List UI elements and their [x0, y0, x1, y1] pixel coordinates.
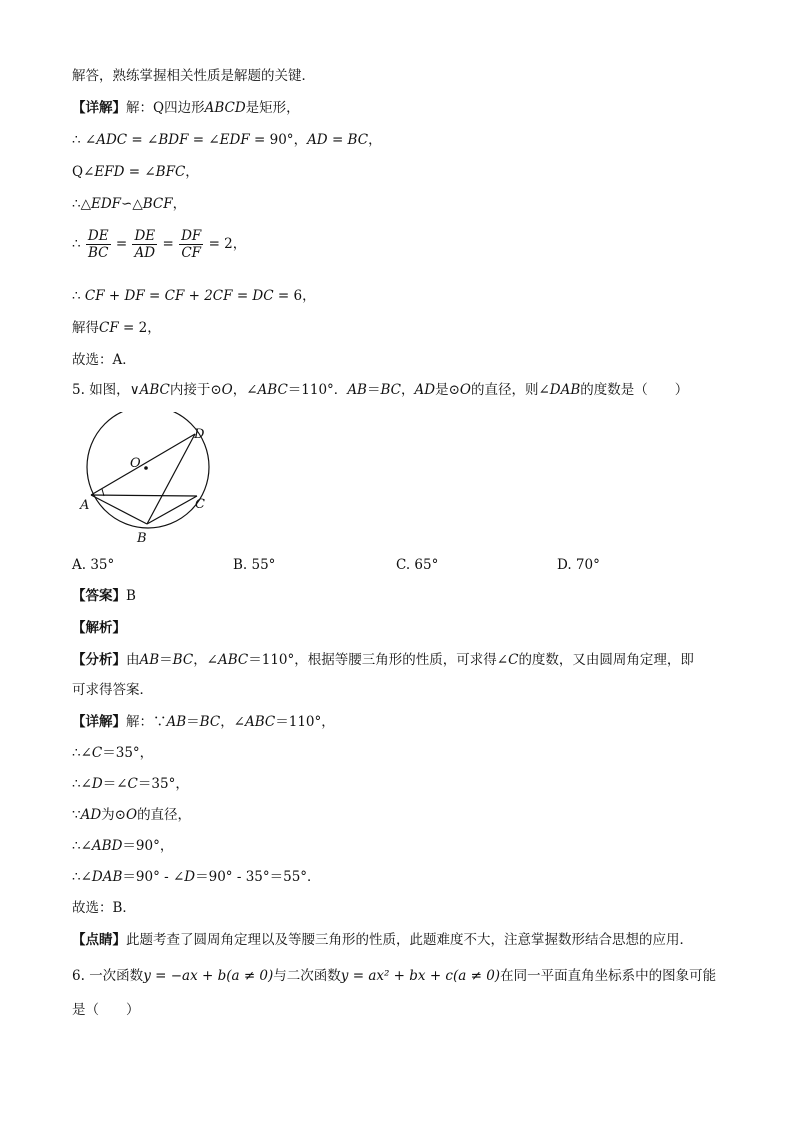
q5-choose-line: 故选：B． [72, 900, 136, 916]
center-point-o [144, 466, 148, 470]
chord-ac [91, 495, 197, 496]
p4-since-line: Q∠EFD = ∠BFC， [72, 164, 199, 180]
p4-solve-line: 解得CF = 2， [72, 320, 161, 336]
fraction-df-cf: $\frac{DF}{CF}$ [181, 228, 202, 261]
option-d[interactable]: D. 70° [557, 557, 600, 573]
option-a[interactable]: A. 35° [72, 557, 115, 573]
p4-angles-line: ∴ ∠ADC = ∠BDF = ∠EDF = 90°，AD = BC， [72, 132, 382, 148]
p4-sum-line: ∴ CF + DF = CF + 2CF = DC = 6， [72, 288, 316, 304]
circle-figure [74, 412, 234, 550]
q5-detail-line4: ∵AD为⊙O的直径， [72, 807, 192, 823]
circle-o [87, 412, 209, 528]
intro-text: 解答，熟练掌握相关性质是解题的关键． [72, 68, 315, 84]
answer-value: B [126, 588, 136, 604]
detail-tag: 【详解】 [72, 100, 126, 116]
fraction-de-bc: $\frac{DE}{BC}$ [87, 228, 109, 261]
chord-ab [91, 495, 147, 524]
p4-detail-line: 【详解】解：Q四边形ABCD是矩形， [72, 100, 300, 116]
q5-fenxi-line2: 可求得答案． [72, 682, 153, 698]
q5-detail-line3: ∴∠D＝∠C＝35°， [72, 776, 189, 792]
q5-detail-line1: 【详解】解：∵AB＝BC，∠ABC＝110°， [72, 714, 335, 730]
option-b[interactable]: B. 55° [233, 557, 276, 573]
p4-similar-line: ∴△EDF∽△BCF， [72, 196, 187, 212]
label-c: C [195, 497, 205, 512]
q5-detail-line2: ∴∠C＝35°， [72, 745, 154, 761]
label-a: A [80, 498, 90, 513]
label-b: B [137, 531, 147, 546]
answer-tag: 【答案】 [72, 588, 126, 604]
q5-analysis-tag: 【解析】 [72, 620, 126, 636]
q5-detail-line6: ∴∠DAB＝90° - ∠D＝90° - 35°＝55°． [72, 869, 321, 885]
q5-detail-line5: ∴∠ABD＝90°， [72, 838, 174, 854]
fraction-de-ad: $\frac{DE}{AD}$ [134, 228, 156, 261]
p4-choose-line: 故选：A． [72, 352, 136, 368]
q6-stem-line1: 6. 一次函数y = −ax + b(a ≠ 0)与二次函数y = ax² + bx + c(a ≠ 0)在同一平面直角坐标系中的图象可能 [72, 968, 717, 984]
q5-dianjing-line: 【点睛】此题考查了圆周角定理以及等腰三角形的性质，此题难度不大，注意掌握数形结合思想的应用． [72, 932, 693, 948]
label-d: D [194, 427, 205, 442]
q5-fenxi-line1: 【分析】由AB＝BC，∠ABC＝110°，根据等腰三角形的性质，可求得∠C的度数，又由圆周角定理，即 [72, 652, 694, 668]
q5-answer-line [72, 586, 136, 606]
option-c[interactable]: C. 65° [396, 557, 439, 573]
label-o: O [130, 456, 141, 471]
q5-options [0, 555, 794, 575]
q5-stem: 5. 如图，∨ABC内接于⊙O，∠ABC＝110°．AB＝BC，AD是⊙O的直径，则∠DAB的度数是（ ） [72, 382, 689, 398]
since-symbol: Q [153, 100, 165, 116]
p4-fraction-line: ∴ $\frac{DE}{BC}$ = $\frac{DE}{AD}$ = $\frac{DF}{CF}$ = 2， [72, 228, 247, 261]
q6-stem-line2: 是（ ） [72, 1002, 140, 1018]
